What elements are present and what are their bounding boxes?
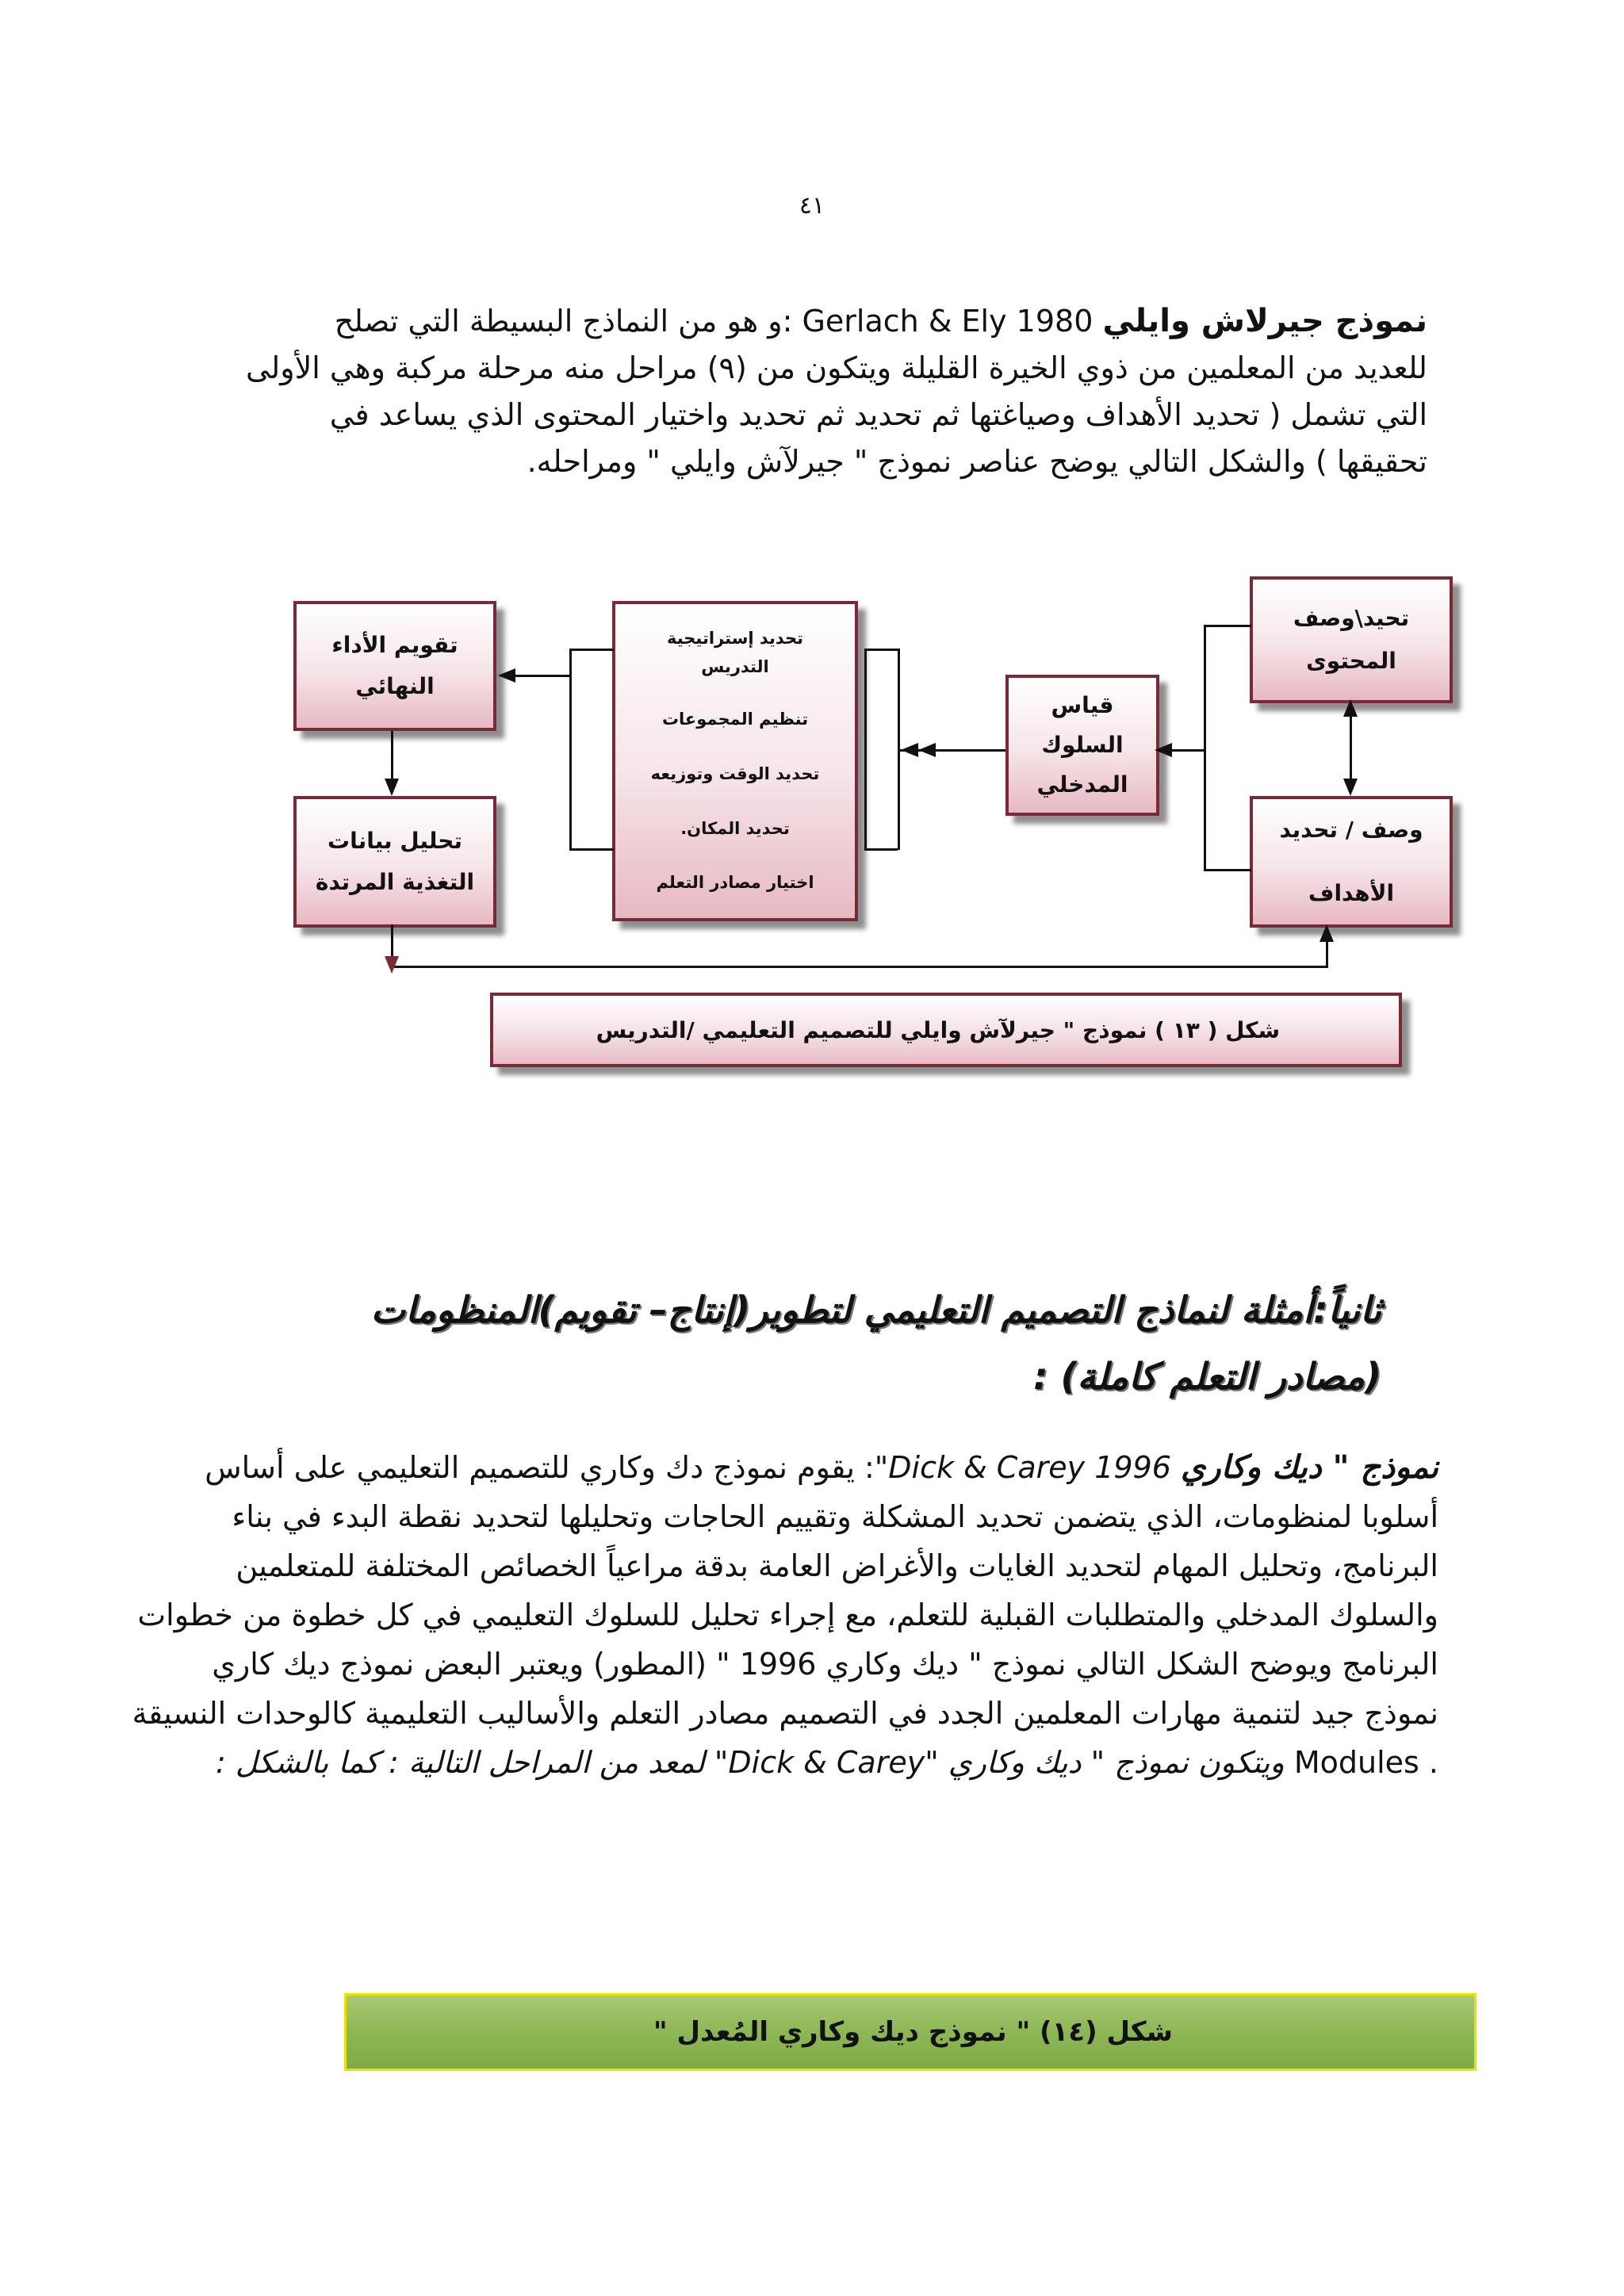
paragraph-line: تحقيقها ) والشكل التالي يوضح عناصر نموذج " جيرلآش وايلي " ومراحله.	[527, 444, 1427, 479]
connector-line	[864, 848, 898, 851]
paragraph-text: :و هو من النماذج البسيطة التي تصلح	[334, 304, 793, 339]
connector-line	[864, 649, 867, 850]
figure-14-caption: شكل (١٤) " نموذج ديك وكاري المُعدل "	[344, 1993, 1477, 2071]
arrow-down-icon	[385, 956, 399, 974]
arrow-down-icon	[385, 779, 399, 796]
arrow-up-icon	[1320, 924, 1334, 942]
feedback-loop-line	[391, 966, 1328, 968]
model-title-latin: Dick & Carey 1996	[888, 1450, 1171, 1485]
box-content-definition: تحيد\وصف المحتوى	[1250, 576, 1453, 703]
paragraph-line: البرنامج ويوضح الشكل التالي نموذج " ديك وكاري 1996 " (المطور) ويعتبر البعض نموذج ديك كاري	[212, 1647, 1438, 1682]
paragraph-line	[146, 1738, 1438, 1787]
box-feedback-analysis: تحليل بيانات التغذية المرتدة	[293, 796, 496, 928]
gerlach-ely-paragraph	[238, 298, 1427, 485]
box-final-evaluation: تقويم الأداء النهائي	[293, 601, 496, 731]
connector-line	[1204, 625, 1251, 627]
connector-line	[514, 675, 571, 677]
paragraph-line: نموذج جيد لتنمية مهارات المعلمين الجدد في التصميم مصادر التعلم والأساليب التعليمية كالوحدات النسيقة	[132, 1696, 1438, 1731]
paragraph-text: ويتكون نموذج " ديك وكاري "Dick & Carey" لمعد من المراحل التالية : كما بالشكل :	[216, 1745, 1285, 1780]
arrow-down-icon	[1343, 779, 1358, 796]
connector-line	[898, 749, 906, 752]
paragraph-line: للعديد من المعلمين من ذوي الخيرة القليلة ويتكون من (٩) مراحل منه مرحلة مركبة وهي الأولى	[245, 350, 1427, 385]
connector-line	[1350, 714, 1352, 780]
box-objectives: وصف / تحديد الأهداف	[1250, 796, 1453, 928]
connector-line	[391, 731, 393, 780]
connector-line	[864, 649, 898, 651]
paragraph-line: البرنامج، وتحليل المهام لتحديد الغايات والأغراض العامة بدقة مراعياً الخصائص المختلفة للمتعلمين	[236, 1548, 1438, 1583]
paragraph-line: التي تشمل ( تحديد الأهداف وصياغتها ثم تحديد ثم تحديد واختيار المحتوى الذي يساعد في	[329, 397, 1427, 432]
paragraph-line	[238, 298, 1427, 345]
connector-line	[569, 649, 614, 651]
feedback-loop-line	[1326, 942, 1328, 968]
box-teaching-strategy: تحديد إستراتيجية التدريس تنظيم المجموعات تحديد الوقت وتوزيعه تحديد المكان. اختيار مصادر التعلم	[612, 601, 858, 921]
figure-13-caption: شكل ( ١٣ ) نموذج " جيرلآش وايلي للتصميم التعليمي /التدريس	[490, 993, 1402, 1067]
connector-line	[1204, 625, 1206, 871]
arrow-left-icon	[918, 743, 936, 757]
connector-line	[1170, 749, 1205, 752]
connector-line	[1204, 869, 1251, 871]
paragraph-line: والسلوك المدخلي والمتطلبات القبلية للتعلم، مع إجراء تحليل للسلوك التعليمي في كل خطوة من خطوات	[137, 1598, 1438, 1632]
model-title-latin: Gerlach & Ely 1980	[802, 304, 1094, 339]
paragraph-text: Modules .	[1293, 1745, 1438, 1780]
section-heading: ثانياً:أمثلة لنماذج التصميم التعليمي لتطوير(إنتاج– تقويم)المنظومات (مصادر التعلم كاملة) :	[370, 1288, 1381, 1398]
connector-line	[569, 649, 572, 850]
arrow-left-icon	[498, 668, 515, 683]
paragraph-line	[146, 1443, 1438, 1492]
dick-carey-paragraph	[132, 1443, 1438, 1787]
arrow-up-icon	[1343, 699, 1358, 717]
connector-line	[569, 848, 614, 851]
paragraph-text: ": يقوم نموذج دك وكاري للتصميم التعليمي على أساس	[205, 1450, 889, 1485]
paragraph-line: أسلوبا لمنظومات، الذي يتضمن تحديد المشكلة وتقييم الحاجات وتحليلها لتحديد نقطة البدء في بناء	[232, 1499, 1438, 1534]
page-number: ٤١	[799, 192, 825, 220]
model-title: نموذج جيرلاش وايلي	[1102, 303, 1427, 339]
arrow-left-icon	[1155, 743, 1172, 757]
model-title: نموذج " ديك وكاري	[1181, 1449, 1438, 1486]
box-entry-behavior: قياس السلوك المدخلي	[1005, 675, 1159, 816]
